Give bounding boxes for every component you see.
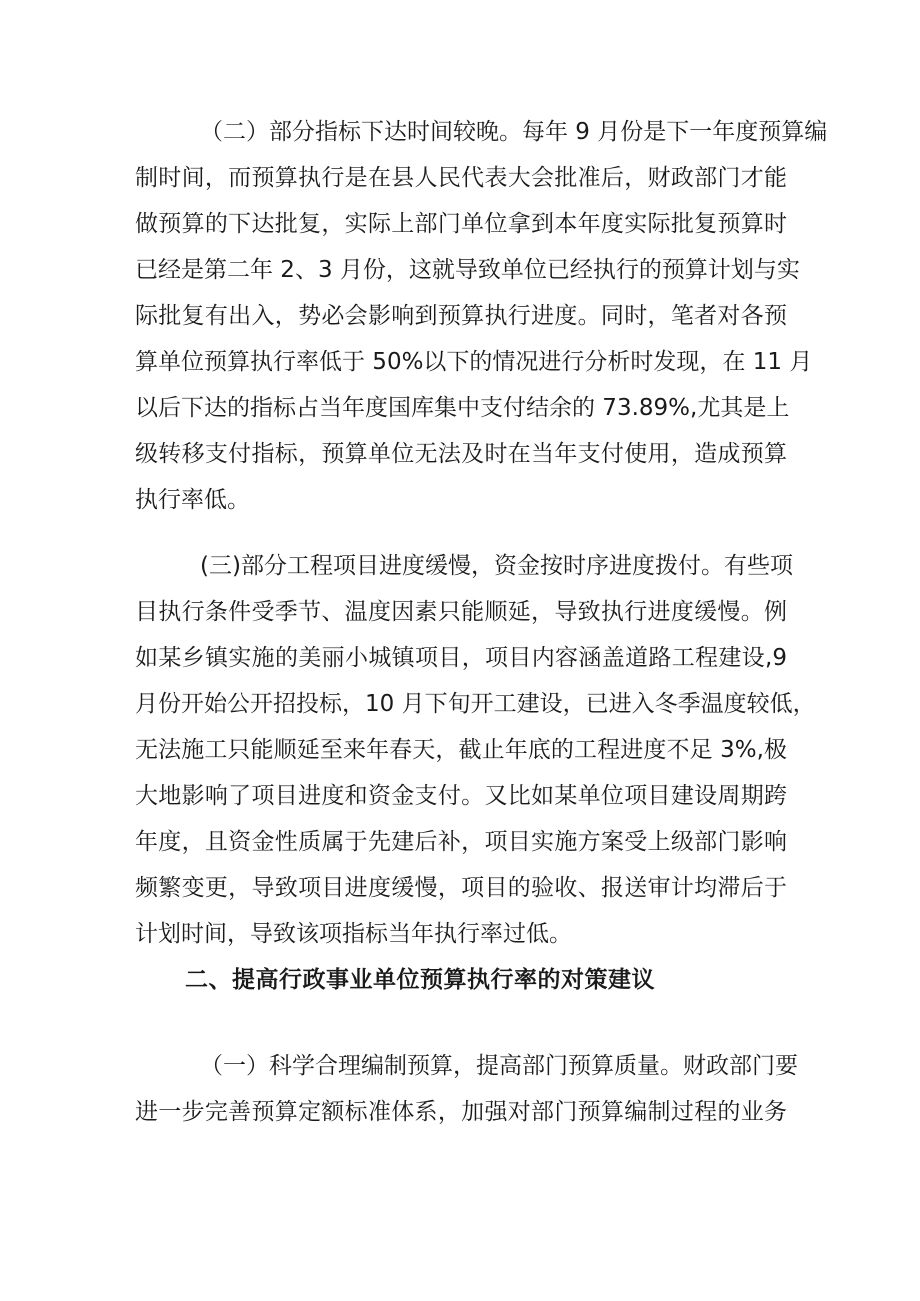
paragraph-line: （一）科学合理编制预算，提高部门预算质量。财政部门要 [200, 1053, 798, 1079]
paragraph-line: 级转移支付指标，预算单位无法及时在当年支付使用，造成预算 [135, 441, 787, 467]
paragraph-line: 做预算的下达批复，实际上部门单位拿到本年度实际批复预算时 [135, 211, 787, 237]
paragraph-line: 年度，且资金性质属于先建后补，项目实施方案受上级部门影响 [135, 829, 787, 855]
paragraph-line: 目执行条件受季节、温度因素只能顺延，导致执行进度缓慢。例 [135, 599, 787, 625]
paragraph-line: 计划时间，导致该项指标当年执行率过低。 [135, 921, 572, 947]
paragraph-line: 已经是第二年 2、3 月份，这就导致单位已经执行的预算计划与实 [135, 257, 800, 283]
paragraph-line: 大地影响了项目进度和资金支付。又比如某单位项目建设周期跨 [135, 783, 787, 809]
paragraph-line: 月份开始公开招投标，10 月下旬开工建设，已进入冬季温度较低， [135, 691, 816, 717]
paragraph-line: 际批复有出入，势必会影响到预算执行进度。同时，笔者对各预 [135, 303, 787, 329]
paragraph-line: 频繁变更，导致项目进度缓慢，项目的验收、报送审计均滞后于 [135, 875, 787, 901]
paragraph-line: 无法施工只能顺延至来年春天，截止年底的工程进度不足 3%,极 [135, 737, 787, 763]
paragraph-line: 制时间，而预算执行是在县人民代表大会批准后，财政部门才能 [135, 165, 787, 191]
paragraph-line: （二）部分指标下达时间较晚。每年 9 月份是下一年度预算编 [200, 119, 828, 145]
paragraph-line: 以后下达的指标占当年度国库集中支付结余的 73.89%,尤其是上 [135, 395, 790, 421]
paragraph-line: 如某乡镇实施的美丽小城镇项目，项目内容涵盖道路工程建设,9 [135, 645, 787, 671]
paragraph-line: 执行率低。 [135, 487, 250, 513]
section-heading: 二、提高行政事业单位预算执行率的对策建议 [185, 967, 655, 993]
paragraph-line: 进一步完善预算定额标准体系，加强对部门预算编制过程的业务 [135, 1099, 787, 1125]
paragraph-line: (三)部分工程项目进度缓慢，资金按时序进度拨付。有些项 [200, 553, 793, 579]
paragraph-line: 算单位预算执行率低于 50%以下的情况进行分析时发现，在 11 月 [135, 349, 813, 375]
